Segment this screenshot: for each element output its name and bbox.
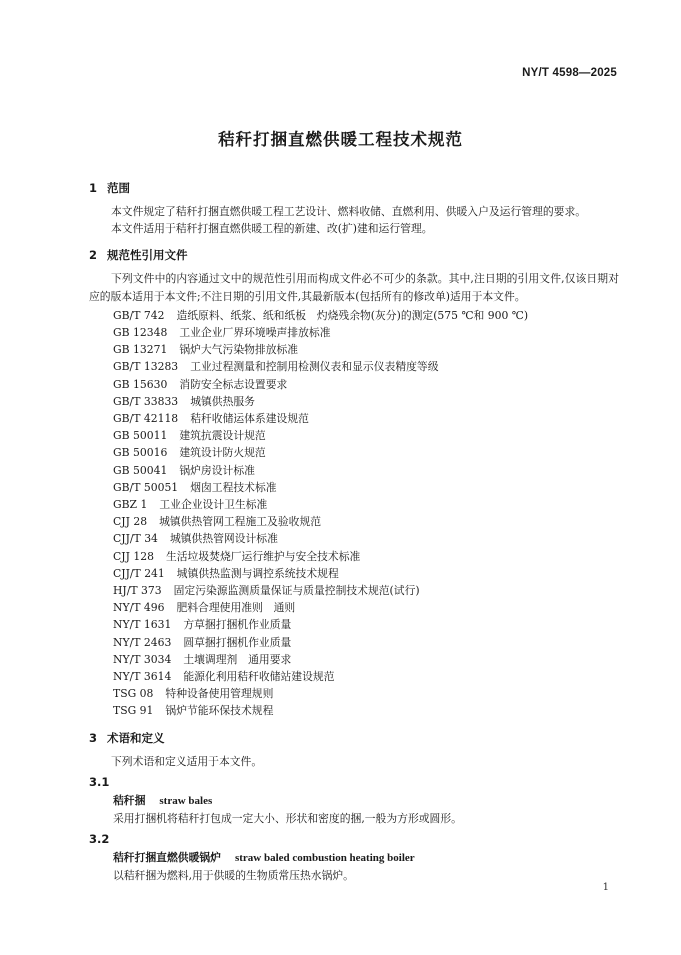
reference-title: 锅炉房设计标准 (179, 463, 255, 477)
reference-item (113, 651, 619, 668)
reference-title: 圆草捆打捆机作业质量 (183, 635, 292, 649)
terms-intro: 下列术语和定义适用于本文件。 (111, 754, 263, 768)
reference-title: 消防安全标志设置要求 (179, 377, 288, 391)
reference-title: 土壤调理剂 通用要求 (183, 652, 292, 666)
term-definition: 以秸秆捆为燃料,用于供暖的生物质常压热水锅炉。 (113, 869, 354, 883)
reference-item (113, 324, 619, 341)
reference-title: 城镇供热管网工程施工及验收规范 (159, 515, 322, 529)
scope-paragraph-2: 本文件适用于秸秆打捆直燃供暖工程的新建、改(扩)建和运行管理。 (111, 222, 433, 236)
reference-item (113, 548, 619, 565)
section-heading-terms (89, 728, 619, 748)
reference-code: TSG 08 (113, 687, 154, 701)
reference-title: 建筑抗震设计规范 (179, 429, 266, 443)
reference-title: 锅炉节能环保技术规程 (165, 704, 274, 718)
reference-code: NY/T 2463 (113, 635, 172, 649)
section-heading-references (89, 245, 619, 265)
reference-code: GBZ 1 (113, 498, 148, 512)
reference-item (113, 307, 619, 324)
section-heading-scope (89, 178, 619, 198)
section-title: 术语和定义 (107, 730, 165, 745)
reference-item (113, 444, 619, 461)
reference-item (113, 479, 619, 496)
document-title: 秸秆打捆直燃供暖工程技术规范 (218, 130, 463, 149)
reference-item (113, 341, 619, 358)
term-number: 3.2 (89, 832, 110, 847)
reference-code: GB 50016 (113, 446, 168, 460)
term-name-en: straw bales (159, 794, 213, 807)
reference-item (113, 393, 619, 410)
reference-code: GB 12348 (113, 326, 168, 340)
reference-code: NY/T 3034 (113, 652, 172, 666)
term-name-cn: 秸秆捆 (113, 793, 146, 807)
reference-code: GB 15630 (113, 377, 168, 391)
reference-title: 城镇供热监测与调控系统技术规程 (176, 566, 339, 580)
term-name-cn: 秸秆打捆直燃供暖锅炉 (113, 851, 221, 865)
term-name-en: straw baled combustion heating boiler (234, 852, 415, 865)
reference-title: 固定污染源监测质量保证与质量控制技术规范(试行) (173, 584, 420, 598)
reference-title: 生活垃圾焚烧厂运行维护与安全技术标准 (165, 549, 361, 563)
reference-item (113, 376, 619, 393)
reference-code: TSG 91 (113, 704, 154, 718)
reference-code: CJJ/T 241 (113, 566, 165, 580)
reference-item (113, 427, 619, 444)
page-number: 1 (602, 882, 609, 893)
reference-item (113, 565, 619, 582)
reference-item (113, 685, 619, 702)
reference-code: GB/T 13283 (113, 360, 179, 374)
reference-item (113, 410, 619, 427)
reference-list (113, 307, 619, 720)
reference-code: CJJ/T 34 (113, 532, 158, 546)
reference-code: HJ/T 373 (113, 584, 162, 598)
reference-title: 秸秆收储运体系建设规范 (190, 412, 309, 426)
reference-title: 烟囱工程技术标准 (190, 480, 277, 494)
reference-code: NY/T 496 (113, 601, 165, 615)
reference-code: GB/T 50051 (113, 480, 179, 494)
reference-code: NY/T 1631 (113, 618, 172, 632)
reference-title: 能源化利用秸秆收储站建设规范 (183, 670, 335, 684)
reference-title: 城镇供热管网设计标准 (169, 532, 278, 546)
reference-code: GB 13271 (113, 343, 168, 357)
term-number: 3.1 (89, 774, 110, 789)
reference-item (113, 513, 619, 530)
reference-code: CJJ 28 (113, 515, 148, 529)
reference-title: 肥料合理使用准则 通则 (176, 601, 296, 615)
term-name (113, 849, 619, 867)
reference-item (113, 668, 619, 685)
reference-item (113, 634, 619, 651)
reference-title: 锅炉大气污染物排放标准 (179, 343, 299, 357)
term-name (113, 792, 619, 810)
reference-item (113, 616, 619, 633)
reference-title: 造纸原料、纸浆、纸和纸板 灼烧残余物(灰分)的测定(575 ℃和 900 ℃) (176, 308, 529, 322)
reference-code: GB 50041 (113, 463, 168, 477)
reference-code: GB 50011 (113, 429, 168, 443)
section-title: 规范性引用文件 (107, 248, 188, 263)
section-number: 2 (89, 248, 98, 263)
reference-code: GB/T 42118 (113, 412, 179, 426)
term-definition: 采用打捆机将秸秆打包成一定大小、形状和密度的捆,一般为方形或圆形。 (113, 811, 462, 825)
reference-code: GB/T 33833 (113, 394, 179, 408)
reference-title: 工业企业设计卫生标准 (159, 498, 268, 512)
standard-code: NY/T 4598—2025 (522, 67, 617, 79)
section-number: 3 (89, 730, 98, 745)
reference-item (113, 530, 619, 547)
reference-item (113, 358, 619, 375)
section-number: 1 (89, 181, 98, 195)
reference-item (113, 582, 619, 599)
reference-title: 方草捆打捆机作业质量 (183, 618, 292, 632)
reference-code: GB/T 742 (113, 308, 165, 322)
reference-item (113, 462, 619, 479)
reference-item (113, 599, 619, 616)
reference-title: 建筑设计防火规范 (179, 446, 266, 460)
references-intro: 下列文件中的内容通过文中的规范性引用而构成文件必不可少的条款。其中,注日期的引用文件,仅该日期对应的版本适用于本文件;不注日期的引用文件,其最新版本(包括所有的修改单)适用于本文件。 (89, 272, 619, 303)
reference-item (113, 496, 619, 513)
document-body (89, 178, 619, 884)
reference-title: 工业过程测量和控制用检测仪表和显示仪表精度等级 (190, 360, 439, 374)
reference-code: CJJ 128 (113, 549, 154, 563)
reference-code: NY/T 3614 (113, 670, 172, 684)
reference-title: 特种设备使用管理规则 (165, 687, 274, 701)
section-title: 范围 (107, 181, 130, 195)
reference-title: 工业企业厂界环境噪声排放标准 (179, 326, 331, 340)
scope-paragraph-1: 本文件规定了秸秆打捆直燃供暖工程工艺设计、燃料收储、直燃利用、供暖入户及运行管理的要求。 (111, 205, 587, 218)
reference-item (113, 702, 619, 719)
reference-title: 城镇供热服务 (190, 394, 255, 408)
